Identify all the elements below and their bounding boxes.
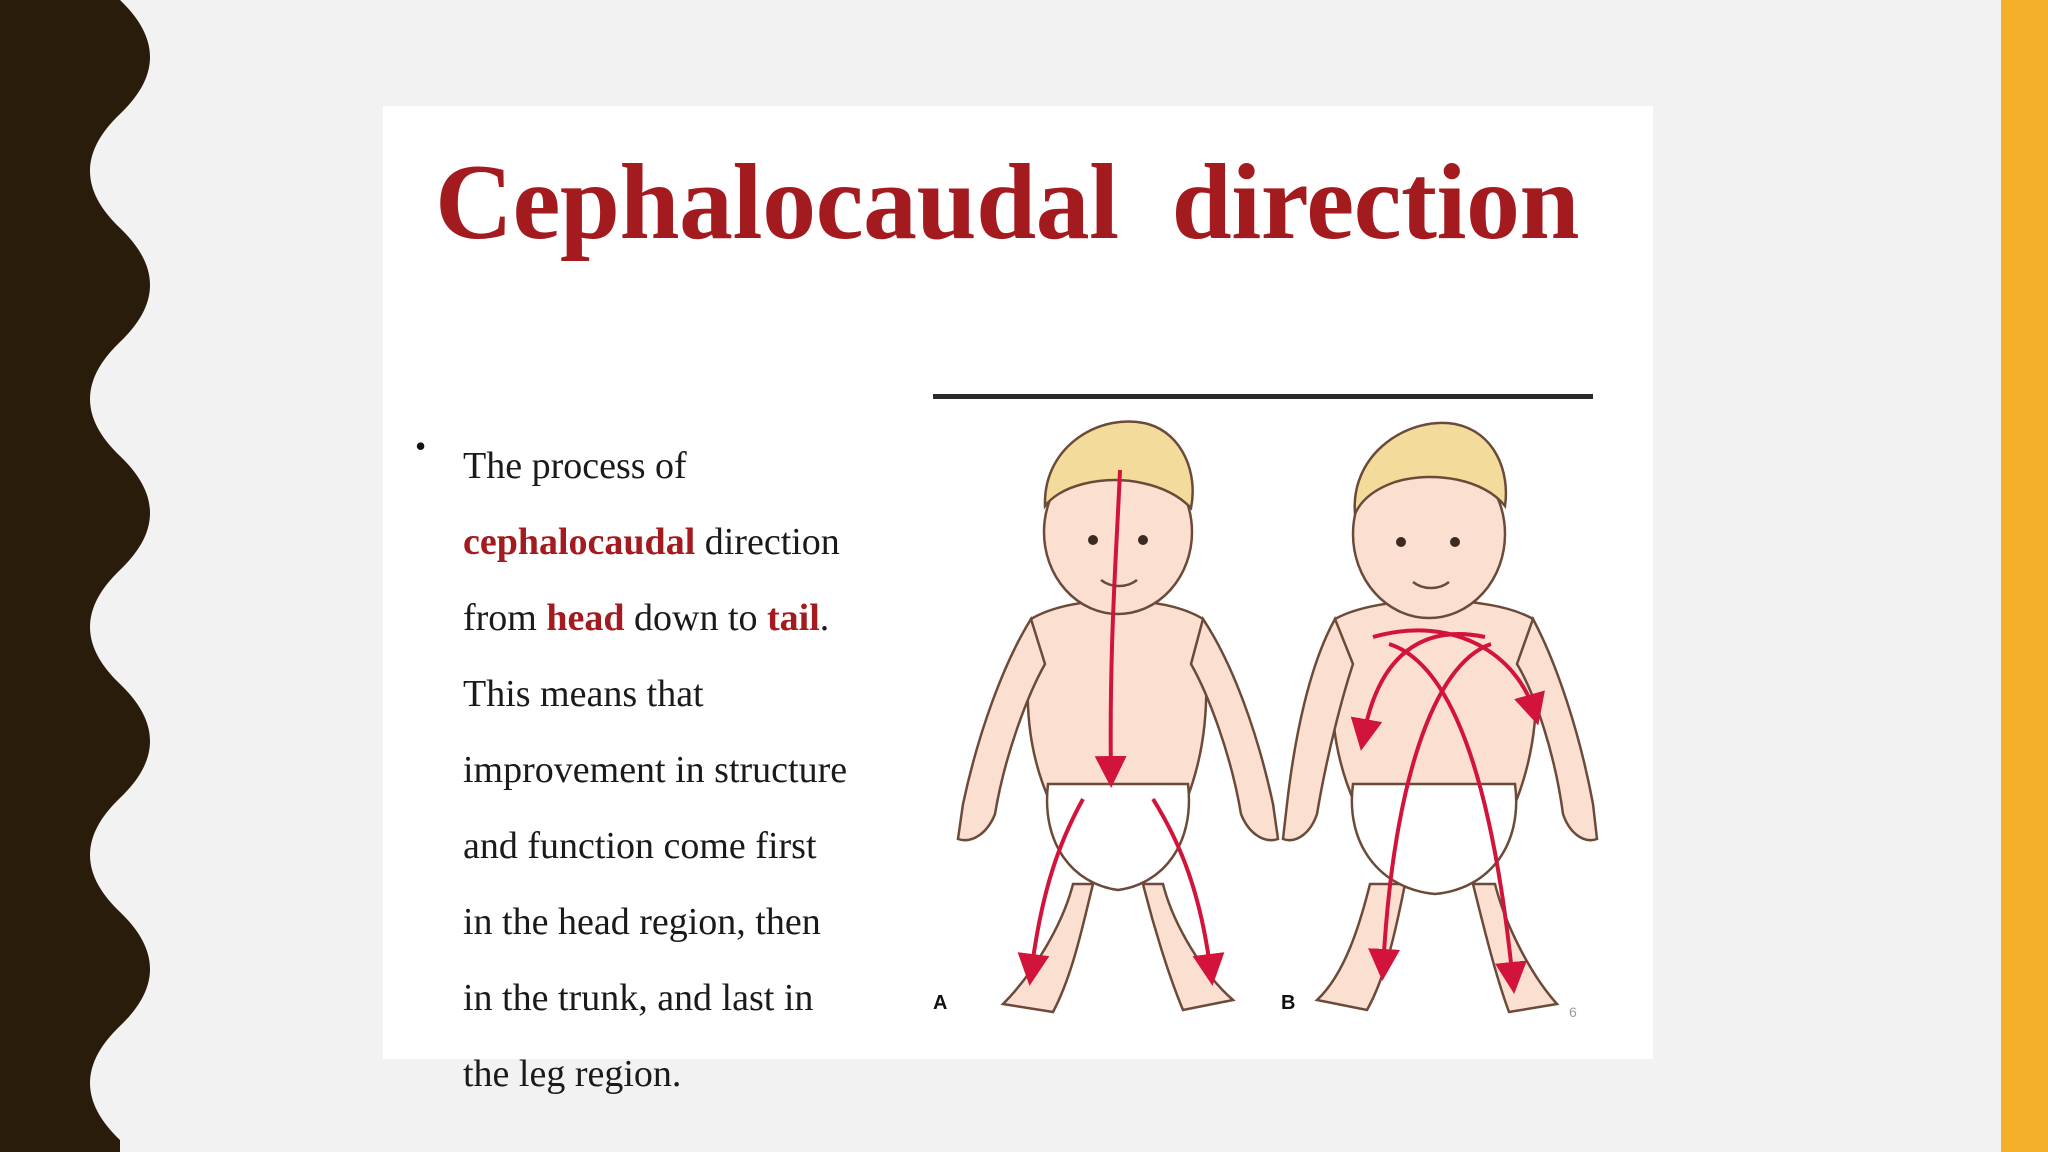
bullet-paragraph	[463, 428, 933, 1112]
bullet-line-4: This means that	[463, 673, 704, 715]
bullet-line-3-b: down to	[624, 597, 768, 639]
slide-title: Cephalocaudal direction	[435, 143, 1580, 262]
bullet-line-1: The process of	[463, 445, 687, 487]
bullet-line-2	[463, 504, 933, 580]
infant-development-illustration	[933, 284, 1623, 1024]
term-tail: tail	[767, 597, 820, 639]
term-cephalocaudal: cephalocaudal	[463, 521, 696, 563]
page-number: 6	[1569, 1004, 1577, 1020]
bullet-line-5: improvement in structure	[463, 749, 848, 791]
baby-b-figure	[1283, 423, 1597, 1012]
bullet-line-3-a: from	[463, 597, 547, 639]
bullet-line-9: the leg region.	[463, 1053, 682, 1095]
figure-top-rule	[933, 394, 1593, 399]
bullet-line-2-rest: direction	[695, 521, 840, 563]
slide-image-card	[383, 106, 1653, 1095]
left-wavy-border	[0, 0, 160, 1152]
bullet-line-3-c: .	[819, 597, 830, 639]
figure-label-a: A	[933, 992, 948, 1014]
right-accent-bar	[2001, 0, 2048, 1152]
bullet-line-6: and function come first	[463, 825, 817, 867]
bullet-point-icon: •	[415, 428, 427, 464]
figure-label-b: B	[1281, 992, 1296, 1014]
bullet-line-7: in the head region, then	[463, 901, 821, 943]
bullet-line-3	[463, 580, 933, 656]
bullet-line-8: in the trunk, and last in	[463, 977, 814, 1019]
term-head: head	[546, 597, 625, 639]
